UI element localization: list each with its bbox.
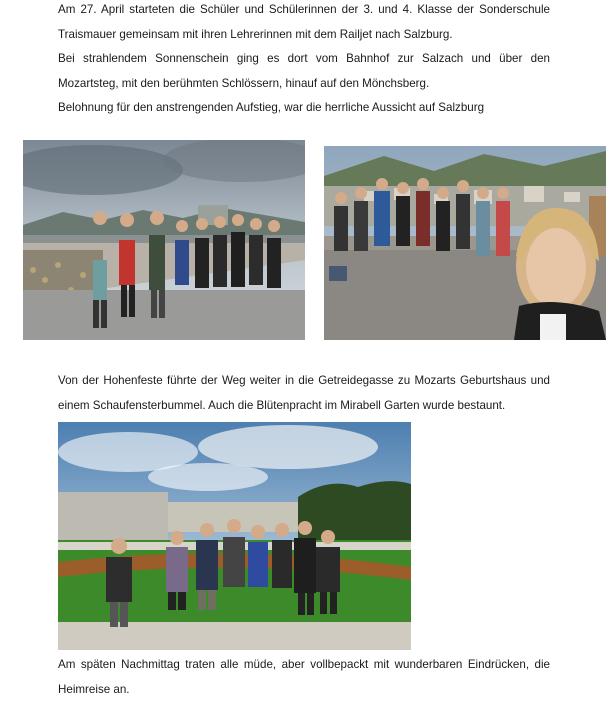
middle-line: einem Schaufensterbummel. Auch die Blütenpracht im Mirabell Garten wurde bestaunt.: [58, 398, 506, 412]
outro-line: Am späten Nachmittag traten alle müde, aber vollbepackt mit wunderbaren Eindrücken, die: [58, 658, 550, 671]
middle-line: Von der Hohenfeste führte der Weg weiter in die Getreidegasse zu Mozarts Geburtshaus und: [58, 374, 550, 387]
intro-line: Traismauer gemeinsam mit ihren Lehrerinnen mit dem Railjet nach Salzburg.: [58, 27, 453, 41]
group-photo-mirabell-garden: [58, 422, 411, 650]
outro-line: Heimreise an.: [58, 682, 130, 696]
intro-line: Bei strahlendem Sonnenschein ging es dort vom Bahnhof zur Salzach und über den: [58, 52, 550, 65]
group-photo-bridge: [23, 140, 305, 340]
outro-paragraph: [58, 653, 550, 702]
intro-paragraph: [58, 0, 550, 121]
middle-paragraph: [58, 369, 550, 418]
intro-line: Am 27. April starteten die Schüler und Schülerinnen der 3. und 4. Klasse der Sonderschule: [58, 3, 550, 16]
intro-line: Mozartsteg, mit den berühmten Schlössern, hinauf auf den Mönchsberg.: [58, 76, 430, 90]
group-photo-city-view: [324, 146, 606, 340]
intro-line: Belohnung für den anstrengenden Aufstieg, war die herrliche Aussicht auf Salzburg: [58, 101, 485, 114]
